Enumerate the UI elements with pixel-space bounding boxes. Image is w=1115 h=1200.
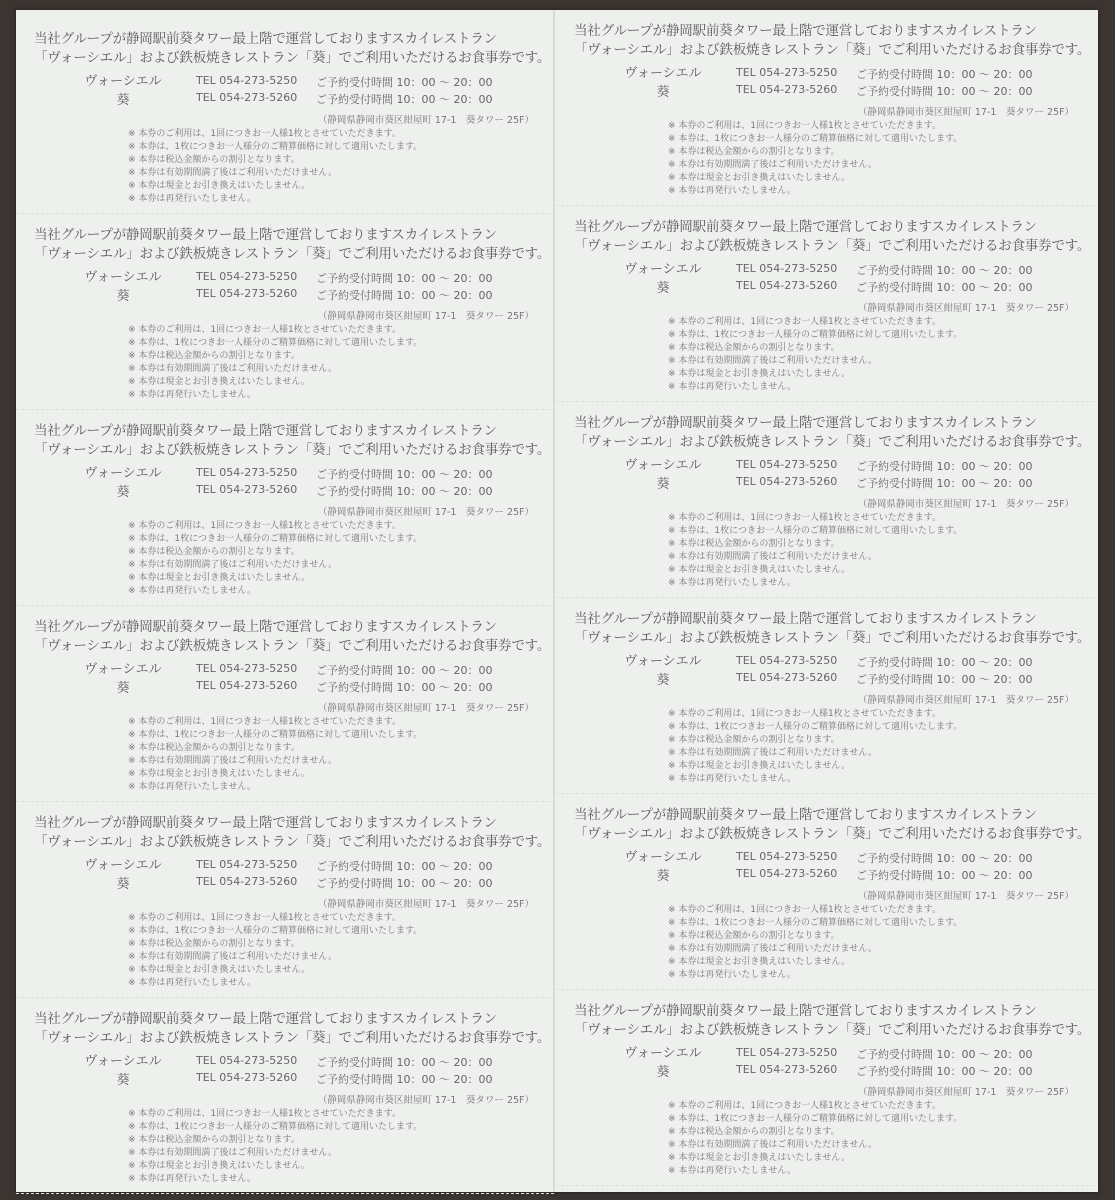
restaurant-name: ヴォーシエル xyxy=(84,270,162,285)
voucher-sheet xyxy=(16,10,1098,1192)
term: ※ 本券は、1枚につきお一人様分のご精算価格に対して適用いたします。 xyxy=(128,926,423,936)
restaurant-name: 葵 xyxy=(656,477,670,492)
term: ※ 本券は税込金額からの割引となります。 xyxy=(128,547,300,557)
term: ※ 本券は有効期間満了後はご利用いただけません。 xyxy=(128,1148,337,1158)
voucher-intro xyxy=(574,1002,1090,1040)
term: ※ 本券は再発行いたしません。 xyxy=(128,390,256,400)
restaurant-hours: ご予約受付時間 10：00 ～ 20：00 xyxy=(316,289,493,302)
term: ※ 本券は再発行いたしません。 xyxy=(668,382,796,392)
address: （静岡県静岡市葵区紺屋町 17-1 葵タワー 25F） xyxy=(857,107,1074,118)
terms-list xyxy=(128,324,422,402)
address: （静岡県静岡市葵区紺屋町 17-1 葵タワー 25F） xyxy=(857,695,1074,706)
voucher-column-right xyxy=(556,10,1094,1186)
address: （静岡県静岡市葵区紺屋町 17-1 葵タワー 25F） xyxy=(857,891,1074,902)
intro-line-2: 「ヴォーシエル」および鉄板焼きレストラン「葵」でご利用いただけるお食事券です。 xyxy=(34,442,551,458)
term: ※ 本券は税込金額からの割引となります。 xyxy=(668,735,840,745)
restaurant-hours: ご予約受付時間 10：00 ～ 20：00 xyxy=(316,468,493,481)
term: ※ 本券は再発行いたしません。 xyxy=(128,586,256,596)
voucher-intro xyxy=(34,30,550,68)
term: ※ 本券は、1枚につきお一人様分のご精算価格に対して適用いたします。 xyxy=(668,330,963,340)
term: ※ 本券は有効期間満了後はご利用いただけません。 xyxy=(668,748,877,758)
intro-line-1: 当社グループが静岡駅前葵タワー最上階で運営しておりますスカイレストラン xyxy=(34,227,497,243)
restaurant-name: ヴォーシエル xyxy=(84,662,162,677)
voucher-intro xyxy=(574,414,1090,452)
restaurant-hours: ご予約受付時間 10：00 ～ 20：00 xyxy=(316,681,493,694)
term: ※ 本券は再発行いたしません。 xyxy=(668,1166,796,1176)
term: ※ 本券は現金とお引き換えはいたしません。 xyxy=(128,181,310,191)
restaurant-hours: ご予約受付時間 10：00 ～ 20：00 xyxy=(856,281,1033,294)
term: ※ 本券は、1枚につきお一人様分のご精算価格に対して適用いたします。 xyxy=(668,918,963,928)
intro-line-2: 「ヴォーシエル」および鉄板焼きレストラン「葵」でご利用いただけるお食事券です。 xyxy=(574,42,1091,58)
term: ※ 本券は現金とお引き換えはいたしません。 xyxy=(128,573,310,583)
restaurant-tel: TEL 054-273-5250 xyxy=(196,1054,298,1067)
intro-line-1: 当社グループが静岡駅前葵タワー最上階で運営しておりますスカイレストラン xyxy=(34,31,497,47)
term: ※ 本券は税込金額からの割引となります。 xyxy=(668,539,840,549)
meal-voucher xyxy=(556,598,1094,794)
intro-line-2: 「ヴォーシエル」および鉄板焼きレストラン「葵」でご利用いただけるお食事券です。 xyxy=(34,638,551,654)
restaurant-tel: TEL 054-273-5260 xyxy=(196,679,298,692)
restaurant-name: ヴォーシエル xyxy=(84,74,162,89)
term: ※ 本券のご利用は、1回につきお一人様1枚とさせていただきます。 xyxy=(128,521,401,531)
restaurant-name: ヴォーシエル xyxy=(624,850,702,865)
restaurant-tel: TEL 054-273-5260 xyxy=(196,483,298,496)
restaurant-hours: ご予約受付時間 10：00 ～ 20：00 xyxy=(316,1073,493,1086)
term: ※ 本券は有効期間満了後はご利用いただけません。 xyxy=(668,356,877,366)
intro-line-2: 「ヴォーシエル」および鉄板焼きレストラン「葵」でご利用いただけるお食事券です。 xyxy=(574,630,1091,646)
term: ※ 本券は、1枚につきお一人様分のご精算価格に対して適用いたします。 xyxy=(128,142,423,152)
term: ※ 本券は税込金額からの割引となります。 xyxy=(128,1135,300,1145)
terms-list xyxy=(668,120,962,198)
restaurant-tel: TEL 054-273-5250 xyxy=(196,662,298,675)
terms-list xyxy=(668,904,962,982)
restaurant-name: 葵 xyxy=(116,681,130,696)
restaurant-hours: ご予約受付時間 10：00 ～ 20：00 xyxy=(316,860,493,873)
restaurant-tel: TEL 054-273-5260 xyxy=(736,279,838,292)
restaurant-tel: TEL 054-273-5260 xyxy=(736,671,838,684)
voucher-column-left xyxy=(16,18,554,1194)
restaurant-hours: ご予約受付時間 10：00 ～ 20：00 xyxy=(316,877,493,890)
term: ※ 本券は税込金額からの割引となります。 xyxy=(128,155,300,165)
intro-line-2: 「ヴォーシエル」および鉄板焼きレストラン「葵」でご利用いただけるお食事券です。 xyxy=(574,826,1091,842)
restaurant-hours: ご予約受付時間 10：00 ～ 20：00 xyxy=(316,272,493,285)
term: ※ 本券は再発行いたしません。 xyxy=(128,978,256,988)
term: ※ 本券は、1枚につきお一人様分のご精算価格に対して適用いたします。 xyxy=(668,1114,963,1124)
term: ※ 本券は現金とお引き換えはいたしません。 xyxy=(128,965,310,975)
term: ※ 本券は再発行いたしません。 xyxy=(668,774,796,784)
intro-line-2: 「ヴォーシエル」および鉄板焼きレストラン「葵」でご利用いただけるお食事券です。 xyxy=(34,1030,551,1046)
term: ※ 本券は再発行いたしません。 xyxy=(128,1174,256,1184)
restaurant-hours: ご予約受付時間 10：00 ～ 20：00 xyxy=(316,1056,493,1069)
term: ※ 本券は税込金額からの割引となります。 xyxy=(668,343,840,353)
restaurant-tel: TEL 054-273-5260 xyxy=(736,867,838,880)
term: ※ 本券は税込金額からの割引となります。 xyxy=(668,931,840,941)
restaurant-name: 葵 xyxy=(116,485,130,500)
meal-voucher xyxy=(556,206,1094,402)
restaurant-name: 葵 xyxy=(656,85,670,100)
meal-voucher xyxy=(16,998,554,1194)
restaurant-hours: ご予約受付時間 10：00 ～ 20：00 xyxy=(316,93,493,106)
intro-line-1: 当社グループが静岡駅前葵タワー最上階で運営しておりますスカイレストラン xyxy=(574,219,1037,235)
restaurant-tel: TEL 054-273-5250 xyxy=(736,458,838,471)
meal-voucher xyxy=(556,10,1094,206)
term: ※ 本券は、1枚につきお一人様分のご精算価格に対して適用いたします。 xyxy=(668,722,963,732)
intro-line-1: 当社グループが静岡駅前葵タワー最上階で運営しておりますスカイレストラン xyxy=(574,415,1037,431)
restaurant-name: ヴォーシエル xyxy=(624,66,702,81)
term: ※ 本券は有効期間満了後はご利用いただけません。 xyxy=(128,756,337,766)
voucher-intro xyxy=(34,1010,550,1048)
meal-voucher xyxy=(556,794,1094,990)
restaurant-hours: ご予約受付時間 10：00 ～ 20：00 xyxy=(316,485,493,498)
terms-list xyxy=(128,716,422,794)
voucher-intro xyxy=(574,22,1090,60)
term: ※ 本券は有効期間満了後はご利用いただけません。 xyxy=(668,944,877,954)
term: ※ 本券は現金とお引き換えはいたしません。 xyxy=(668,957,850,967)
meal-voucher xyxy=(556,990,1094,1186)
intro-line-1: 当社グループが静岡駅前葵タワー最上階で運営しておりますスカイレストラン xyxy=(34,815,497,831)
restaurant-hours: ご予約受付時間 10：00 ～ 20：00 xyxy=(856,1048,1033,1061)
restaurant-hours: ご予約受付時間 10：00 ～ 20：00 xyxy=(856,656,1033,669)
meal-voucher xyxy=(16,18,554,214)
term: ※ 本券は、1枚につきお一人様分のご精算価格に対して適用いたします。 xyxy=(668,134,963,144)
term: ※ 本券は現金とお引き換えはいたしません。 xyxy=(668,565,850,575)
restaurant-tel: TEL 054-273-5250 xyxy=(736,66,838,79)
term: ※ 本券のご利用は、1回につきお一人様1枚とさせていただきます。 xyxy=(128,913,401,923)
restaurant-name: ヴォーシエル xyxy=(84,466,162,481)
address: （静岡県静岡市葵区紺屋町 17-1 葵タワー 25F） xyxy=(317,899,534,910)
restaurant-name: ヴォーシエル xyxy=(84,858,162,873)
address: （静岡県静岡市葵区紺屋町 17-1 葵タワー 25F） xyxy=(317,507,534,518)
restaurant-tel: TEL 054-273-5250 xyxy=(196,466,298,479)
restaurant-tel: TEL 054-273-5250 xyxy=(736,1046,838,1059)
terms-list xyxy=(668,512,962,590)
term: ※ 本券は再発行いたしません。 xyxy=(668,186,796,196)
restaurant-tel: TEL 054-273-5250 xyxy=(736,262,838,275)
term: ※ 本券は有効期間満了後はご利用いただけません。 xyxy=(668,160,877,170)
intro-line-1: 当社グループが静岡駅前葵タワー最上階で運営しておりますスカイレストラン xyxy=(574,611,1037,627)
terms-list xyxy=(128,520,422,598)
address: （静岡県静岡市葵区紺屋町 17-1 葵タワー 25F） xyxy=(857,499,1074,510)
term: ※ 本券のご利用は、1回につきお一人様1枚とさせていただきます。 xyxy=(668,121,941,131)
voucher-intro xyxy=(574,806,1090,844)
restaurant-name: ヴォーシエル xyxy=(624,1046,702,1061)
term: ※ 本券は税込金額からの割引となります。 xyxy=(668,147,840,157)
restaurant-name: 葵 xyxy=(116,289,130,304)
term: ※ 本券のご利用は、1回につきお一人様1枚とさせていただきます。 xyxy=(668,709,941,719)
address: （静岡県静岡市葵区紺屋町 17-1 葵タワー 25F） xyxy=(857,303,1074,314)
term: ※ 本券のご利用は、1回につきお一人様1枚とさせていただきます。 xyxy=(128,1109,401,1119)
term: ※ 本券のご利用は、1回につきお一人様1枚とさせていただきます。 xyxy=(128,325,401,335)
term: ※ 本券のご利用は、1回につきお一人様1枚とさせていただきます。 xyxy=(128,129,401,139)
intro-line-1: 当社グループが静岡駅前葵タワー最上階で運営しておりますスカイレストラン xyxy=(574,23,1037,39)
term: ※ 本券は有効期間満了後はご利用いただけません。 xyxy=(128,364,337,374)
terms-list xyxy=(128,912,422,990)
intro-line-1: 当社グループが静岡駅前葵タワー最上階で運営しておりますスカイレストラン xyxy=(34,1011,497,1027)
address: （静岡県静岡市葵区紺屋町 17-1 葵タワー 25F） xyxy=(857,1087,1074,1098)
restaurant-name: 葵 xyxy=(656,673,670,688)
restaurant-tel: TEL 054-273-5260 xyxy=(736,1063,838,1076)
restaurant-hours: ご予約受付時間 10：00 ～ 20：00 xyxy=(856,852,1033,865)
term: ※ 本券は現金とお引き換えはいたしません。 xyxy=(668,761,850,771)
restaurant-hours: ご予約受付時間 10：00 ～ 20：00 xyxy=(856,68,1033,81)
term: ※ 本券のご利用は、1回につきお一人様1枚とさせていただきます。 xyxy=(668,513,941,523)
term: ※ 本券は有効期間満了後はご利用いただけません。 xyxy=(668,552,877,562)
intro-line-2: 「ヴォーシエル」および鉄板焼きレストラン「葵」でご利用いただけるお食事券です。 xyxy=(574,434,1091,450)
intro-line-1: 当社グループが静岡駅前葵タワー最上階で運営しておりますスカイレストラン xyxy=(574,1003,1037,1019)
restaurant-name: ヴォーシエル xyxy=(624,262,702,277)
restaurant-name: 葵 xyxy=(656,869,670,884)
voucher-intro xyxy=(34,618,550,656)
terms-list xyxy=(668,1100,962,1178)
restaurant-tel: TEL 054-273-5250 xyxy=(196,74,298,87)
meal-voucher xyxy=(16,214,554,410)
intro-line-2: 「ヴォーシエル」および鉄板焼きレストラン「葵」でご利用いただけるお食事券です。 xyxy=(574,1022,1091,1038)
intro-line-2: 「ヴォーシエル」および鉄板焼きレストラン「葵」でご利用いただけるお食事券です。 xyxy=(34,834,551,850)
term: ※ 本券は有効期間満了後はご利用いただけません。 xyxy=(128,168,337,178)
intro-line-1: 当社グループが静岡駅前葵タワー最上階で運営しておりますスカイレストラン xyxy=(34,423,497,439)
term: ※ 本券のご利用は、1回につきお一人様1枚とさせていただきます。 xyxy=(668,905,941,915)
term: ※ 本券は税込金額からの割引となります。 xyxy=(128,743,300,753)
term: ※ 本券は再発行いたしません。 xyxy=(128,194,256,204)
address: （静岡県静岡市葵区紺屋町 17-1 葵タワー 25F） xyxy=(317,703,534,714)
restaurant-tel: TEL 054-273-5260 xyxy=(196,1071,298,1084)
term: ※ 本券は税込金額からの割引となります。 xyxy=(128,351,300,361)
intro-line-2: 「ヴォーシエル」および鉄板焼きレストラン「葵」でご利用いただけるお食事券です。 xyxy=(34,246,551,262)
address: （静岡県静岡市葵区紺屋町 17-1 葵タワー 25F） xyxy=(317,1095,534,1106)
term: ※ 本券のご利用は、1回につきお一人様1枚とさせていただきます。 xyxy=(668,317,941,327)
term: ※ 本券は、1枚につきお一人様分のご精算価格に対して適用いたします。 xyxy=(128,730,423,740)
restaurant-name: 葵 xyxy=(656,281,670,296)
intro-line-1: 当社グループが静岡駅前葵タワー最上階で運営しておりますスカイレストラン xyxy=(34,619,497,635)
restaurant-tel: TEL 054-273-5260 xyxy=(196,91,298,104)
restaurant-tel: TEL 054-273-5250 xyxy=(736,654,838,667)
term: ※ 本券は有効期間満了後はご利用いただけません。 xyxy=(668,1140,877,1150)
term: ※ 本券は、1枚につきお一人様分のご精算価格に対して適用いたします。 xyxy=(128,1122,423,1132)
term: ※ 本券は現金とお引き換えはいたしません。 xyxy=(128,769,310,779)
restaurant-hours: ご予約受付時間 10：00 ～ 20：00 xyxy=(856,477,1033,490)
term: ※ 本券は、1枚につきお一人様分のご精算価格に対して適用いたします。 xyxy=(668,526,963,536)
meal-voucher xyxy=(556,402,1094,598)
term: ※ 本券は有効期間満了後はご利用いただけません。 xyxy=(128,952,337,962)
restaurant-tel: TEL 054-273-5250 xyxy=(736,850,838,863)
term: ※ 本券は現金とお引き換えはいたしません。 xyxy=(668,369,850,379)
terms-list xyxy=(128,1108,422,1186)
restaurant-hours: ご予約受付時間 10：00 ～ 20：00 xyxy=(856,264,1033,277)
restaurant-hours: ご予約受付時間 10：00 ～ 20：00 xyxy=(856,1065,1033,1078)
meal-voucher xyxy=(16,802,554,998)
restaurant-hours: ご予約受付時間 10：00 ～ 20：00 xyxy=(316,664,493,677)
voucher-intro xyxy=(34,226,550,264)
term: ※ 本券は現金とお引き換えはいたしません。 xyxy=(128,377,310,387)
restaurant-tel: TEL 054-273-5250 xyxy=(196,858,298,871)
intro-line-2: 「ヴォーシエル」および鉄板焼きレストラン「葵」でご利用いただけるお食事券です。 xyxy=(574,238,1091,254)
terms-list xyxy=(668,708,962,786)
term: ※ 本券は、1枚につきお一人様分のご精算価格に対して適用いたします。 xyxy=(128,534,423,544)
meal-voucher xyxy=(16,410,554,606)
term: ※ 本券は有効期間満了後はご利用いただけません。 xyxy=(128,560,337,570)
restaurant-name: 葵 xyxy=(116,877,130,892)
restaurant-name: 葵 xyxy=(116,1073,130,1088)
term: ※ 本券のご利用は、1回につきお一人様1枚とさせていただきます。 xyxy=(128,717,401,727)
term: ※ 本券は、1枚につきお一人様分のご精算価格に対して適用いたします。 xyxy=(128,338,423,348)
term: ※ 本券は再発行いたしません。 xyxy=(668,970,796,980)
term: ※ 本券は現金とお引き換えはいたしません。 xyxy=(128,1161,310,1171)
restaurant-tel: TEL 054-273-5260 xyxy=(196,875,298,888)
restaurant-tel: TEL 054-273-5250 xyxy=(196,270,298,283)
voucher-intro xyxy=(34,814,550,852)
restaurant-name: ヴォーシエル xyxy=(624,458,702,473)
restaurant-name: 葵 xyxy=(116,93,130,108)
address: （静岡県静岡市葵区紺屋町 17-1 葵タワー 25F） xyxy=(317,311,534,322)
terms-list xyxy=(128,128,422,206)
address: （静岡県静岡市葵区紺屋町 17-1 葵タワー 25F） xyxy=(317,115,534,126)
restaurant-name: 葵 xyxy=(656,1065,670,1080)
term: ※ 本券は税込金額からの割引となります。 xyxy=(128,939,300,949)
restaurant-hours: ご予約受付時間 10：00 ～ 20：00 xyxy=(316,76,493,89)
term: ※ 本券のご利用は、1回につきお一人様1枚とさせていただきます。 xyxy=(668,1101,941,1111)
restaurant-tel: TEL 054-273-5260 xyxy=(736,475,838,488)
restaurant-name: ヴォーシエル xyxy=(84,1054,162,1069)
meal-voucher xyxy=(16,606,554,802)
restaurant-tel: TEL 054-273-5260 xyxy=(736,83,838,96)
restaurant-name: ヴォーシエル xyxy=(624,654,702,669)
intro-line-1: 当社グループが静岡駅前葵タワー最上階で運営しておりますスカイレストラン xyxy=(574,807,1037,823)
intro-line-2: 「ヴォーシエル」および鉄板焼きレストラン「葵」でご利用いただけるお食事券です。 xyxy=(34,50,551,66)
terms-list xyxy=(668,316,962,394)
restaurant-tel: TEL 054-273-5260 xyxy=(196,287,298,300)
term: ※ 本券は再発行いたしません。 xyxy=(668,578,796,588)
restaurant-hours: ご予約受付時間 10：00 ～ 20：00 xyxy=(856,460,1033,473)
restaurant-hours: ご予約受付時間 10：00 ～ 20：00 xyxy=(856,673,1033,686)
term: ※ 本券は現金とお引き換えはいたしません。 xyxy=(668,1153,850,1163)
voucher-intro xyxy=(574,218,1090,256)
term: ※ 本券は現金とお引き換えはいたしません。 xyxy=(668,173,850,183)
restaurant-hours: ご予約受付時間 10：00 ～ 20：00 xyxy=(856,869,1033,882)
restaurant-hours: ご予約受付時間 10：00 ～ 20：00 xyxy=(856,85,1033,98)
term: ※ 本券は税込金額からの割引となります。 xyxy=(668,1127,840,1137)
voucher-intro xyxy=(34,422,550,460)
voucher-intro xyxy=(574,610,1090,648)
term: ※ 本券は再発行いたしません。 xyxy=(128,782,256,792)
